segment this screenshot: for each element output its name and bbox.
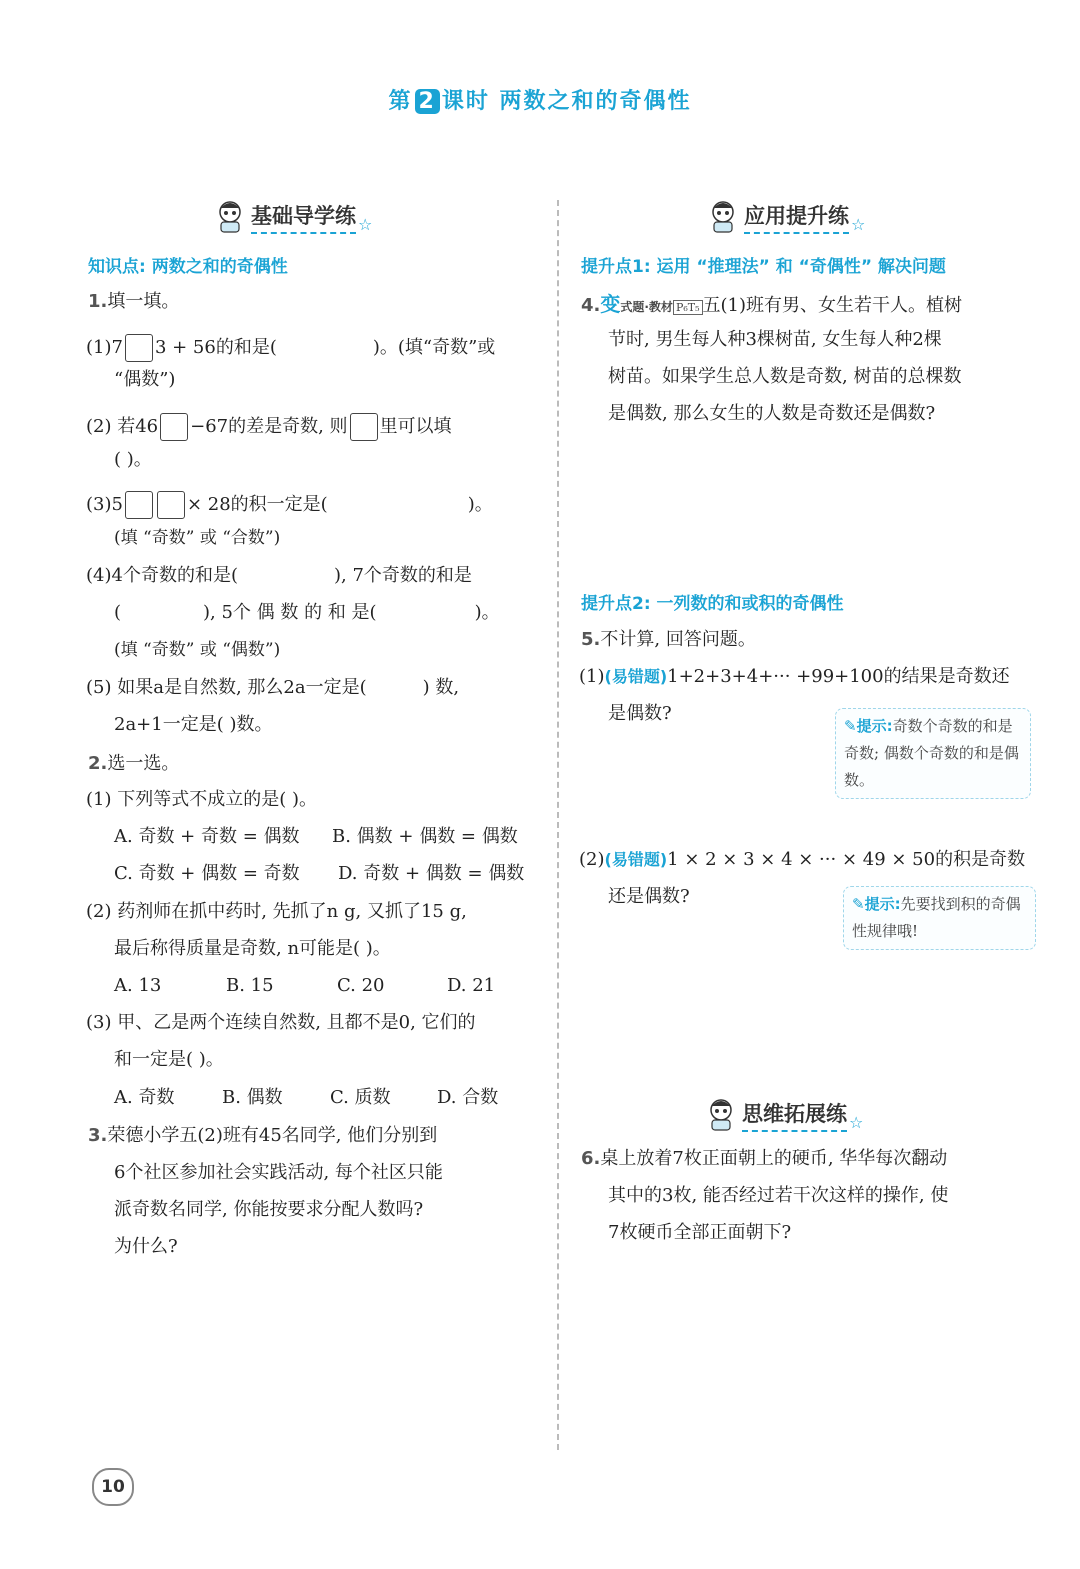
star-icon: ☆ xyxy=(851,214,866,234)
question-number: 2. xyxy=(88,753,108,774)
lesson-title xyxy=(0,84,1080,115)
q2-part-3-cont: 和一定是( )。 xyxy=(114,1049,224,1070)
blank-box[interactable] xyxy=(160,413,188,441)
section-header-basic xyxy=(215,200,372,234)
q1-part-4-note: (填 “奇数” 或 “偶数”) xyxy=(114,640,281,660)
q6-line-2: 其中的3枚, 能否经过若干次这样的操作, 使 xyxy=(608,1185,949,1206)
knowledge-point: 知识点: 两数之和的奇偶性 xyxy=(88,257,288,277)
question-number: 5. xyxy=(581,629,601,650)
text: (2) 若46 xyxy=(86,416,159,437)
q1-part-3-note: (填 “奇数” 或 “合数”) xyxy=(114,528,281,548)
option-2D[interactable]: D. 21 xyxy=(447,975,496,996)
text: 荣德小学五(2)班有45名同学, 他们分别到 xyxy=(107,1125,438,1146)
question-text: 选一选。 xyxy=(107,753,180,774)
variant-tag: 变 xyxy=(600,292,621,316)
blank-box[interactable] xyxy=(350,413,378,441)
text: (3)5 xyxy=(86,494,123,515)
q1-part-4 xyxy=(86,566,472,586)
option-3B[interactable]: B. 偶数 xyxy=(222,1087,283,1108)
error-prone-tag: (易错题) xyxy=(604,667,668,686)
hint-icon: ✎ xyxy=(852,895,865,913)
text: 1+2+3+4+··· +99+100的结果是奇数还 xyxy=(667,666,1010,687)
question-number: 1. xyxy=(88,291,108,312)
text: −67的差是奇数, 则 xyxy=(190,416,348,437)
q6-line-3: 7枚硬币全部正面朝下? xyxy=(608,1222,792,1243)
option-1C[interactable]: C. 奇数 + 偶数 = 奇数 xyxy=(114,863,300,884)
q1-part-2-cont: ( )。 xyxy=(114,449,152,470)
option-2A[interactable]: A. 13 xyxy=(114,975,162,996)
section-title: 基础导学练 xyxy=(251,200,356,234)
q2-part-1: (1) 下列等式不成立的是( )。 xyxy=(86,789,317,810)
text: (1)7 xyxy=(86,337,123,358)
blank-box[interactable] xyxy=(125,334,153,362)
question-5-heading xyxy=(581,630,756,650)
question-text: 填一填。 xyxy=(107,291,180,312)
text: ), 7个奇数的和是 xyxy=(333,565,472,586)
q3-line-4: 为什么? xyxy=(114,1236,178,1257)
title-prefix: 第 xyxy=(388,89,413,114)
textbook-ref: P₆T₅ xyxy=(673,300,703,315)
q4-line-3: 树苗。如果学生总人数是奇数, 树苗的总棵数 xyxy=(608,366,962,387)
option-2C[interactable]: C. 20 xyxy=(337,975,385,996)
q1-part-5 xyxy=(86,678,459,698)
text: (4)4个奇数的和是( xyxy=(86,565,238,586)
q2-part-3: (3) 甲、乙是两个连续自然数, 且都不是0, 它们的 xyxy=(86,1012,476,1033)
hint-box-2 xyxy=(843,886,1036,950)
text: 1 × 2 × 3 × 4 × ··· × 49 × 50的积是奇数 xyxy=(667,849,1026,870)
text: ( xyxy=(114,602,122,623)
q1-part-5-cont: 2a+1一定是( )数。 xyxy=(114,714,273,735)
lesson-number-badge: 2 xyxy=(415,89,440,114)
question-2-heading xyxy=(88,754,179,774)
section-title: 思维拓展练 xyxy=(742,1098,847,1132)
text: )。 xyxy=(474,602,500,623)
question-text: 不计算, 回答问题。 xyxy=(600,629,756,650)
option-2B[interactable]: B. 15 xyxy=(226,975,274,996)
title-text: 课时 两数之和的奇偶性 xyxy=(441,89,692,114)
variant-tag-sub: 式题·教材 xyxy=(620,300,673,314)
question-6 xyxy=(581,1149,947,1169)
q1-part-4-cont xyxy=(114,603,500,623)
q1-part-1 xyxy=(86,334,495,362)
q2-part-2: (2) 药剂师在抓中药时, 先抓了n g, 又抓了15 g, xyxy=(86,901,467,922)
mascot-icon xyxy=(215,200,245,234)
q4-line-4: 是偶数, 那么女生的人数是奇数还是偶数? xyxy=(608,403,936,424)
error-prone-tag: (易错题) xyxy=(604,850,668,869)
q1-part-1-cont: “偶数”) xyxy=(114,369,176,390)
option-1A[interactable]: A. 奇数 + 奇数 = 偶数 xyxy=(114,826,300,847)
q3-line-2: 6个社区参加社会实践活动, 每个社区只能 xyxy=(114,1162,443,1183)
option-1B[interactable]: B. 偶数 + 偶数 = 偶数 xyxy=(332,826,518,847)
text: 五(1)班有男、女生若干人。植树 xyxy=(702,295,962,316)
q2-part-2-cont: 最后称得质量是奇数, n可能是( )。 xyxy=(114,938,391,959)
section-title: 应用提升练 xyxy=(744,200,849,234)
column-divider xyxy=(557,200,559,1450)
text: 3 + 56的和是( xyxy=(154,337,277,358)
q4-line-2: 节时, 男生每人种3棵树苗, 女生每人种2棵 xyxy=(608,329,942,350)
q1-part-2 xyxy=(86,413,452,441)
star-icon: ☆ xyxy=(358,214,373,234)
text: 里可以填 xyxy=(379,416,452,437)
mascot-icon xyxy=(708,200,738,234)
star-icon: ☆ xyxy=(849,1112,864,1132)
question-1-heading xyxy=(88,292,179,312)
q1-part-3 xyxy=(86,491,493,519)
q5-part-1-cont: 是偶数? xyxy=(608,703,672,724)
text: (5) 如果a是自然数, 那么2a一定是( xyxy=(86,677,367,698)
option-1D[interactable]: D. 奇数 + 偶数 = 偶数 xyxy=(338,863,525,884)
improvement-point-2: 提升点2: 一列数的和或积的奇偶性 xyxy=(581,594,844,614)
blank-box[interactable] xyxy=(125,491,153,519)
text: 桌上放着7枚正面朝上的硬币, 华华每次翻动 xyxy=(600,1148,948,1169)
hint-text: 奇数个奇数的和是奇数; 偶数个奇数的和是偶数。 xyxy=(844,717,1019,789)
text: )。 xyxy=(467,494,493,515)
option-3C[interactable]: C. 质数 xyxy=(330,1087,391,1108)
mascot-icon xyxy=(706,1098,736,1132)
hint-label: 提示: xyxy=(864,895,901,913)
question-4 xyxy=(581,294,962,318)
question-number: 4. xyxy=(581,295,601,316)
text: (1) xyxy=(579,666,605,687)
text: ) 数, xyxy=(422,677,460,698)
improvement-point-1: 提升点1: 运用 “推理法” 和 “奇偶性” 解决问题 xyxy=(581,257,946,277)
text: )。(填“奇数”或 xyxy=(372,337,496,358)
q3-line-3: 派奇数名同学, 你能按要求分配人数吗? xyxy=(114,1199,424,1220)
page-number: 10 xyxy=(92,1468,134,1506)
section-header-apply xyxy=(708,200,865,234)
hint-box-1 xyxy=(835,708,1031,799)
hint-icon: ✎ xyxy=(844,717,857,735)
hint-label: 提示: xyxy=(856,717,893,735)
question-3 xyxy=(88,1126,437,1146)
blank-box[interactable] xyxy=(157,491,185,519)
q5-part-2 xyxy=(579,850,1025,870)
q5-part-1 xyxy=(579,667,1010,687)
option-3D[interactable]: D. 合数 xyxy=(437,1087,499,1108)
hint-text: 先要找到积的奇偶性规律哦! xyxy=(852,895,1021,940)
section-header-thinking xyxy=(706,1098,863,1132)
question-number: 6. xyxy=(581,1148,601,1169)
text: ), 5个 偶 数 的 和 是( xyxy=(203,602,377,623)
option-3A[interactable]: A. 奇数 xyxy=(114,1087,175,1108)
q5-part-2-cont: 还是偶数? xyxy=(608,886,690,907)
question-number: 3. xyxy=(88,1125,108,1146)
text: (2) xyxy=(579,849,605,870)
text: × 28的积一定是( xyxy=(186,494,328,515)
